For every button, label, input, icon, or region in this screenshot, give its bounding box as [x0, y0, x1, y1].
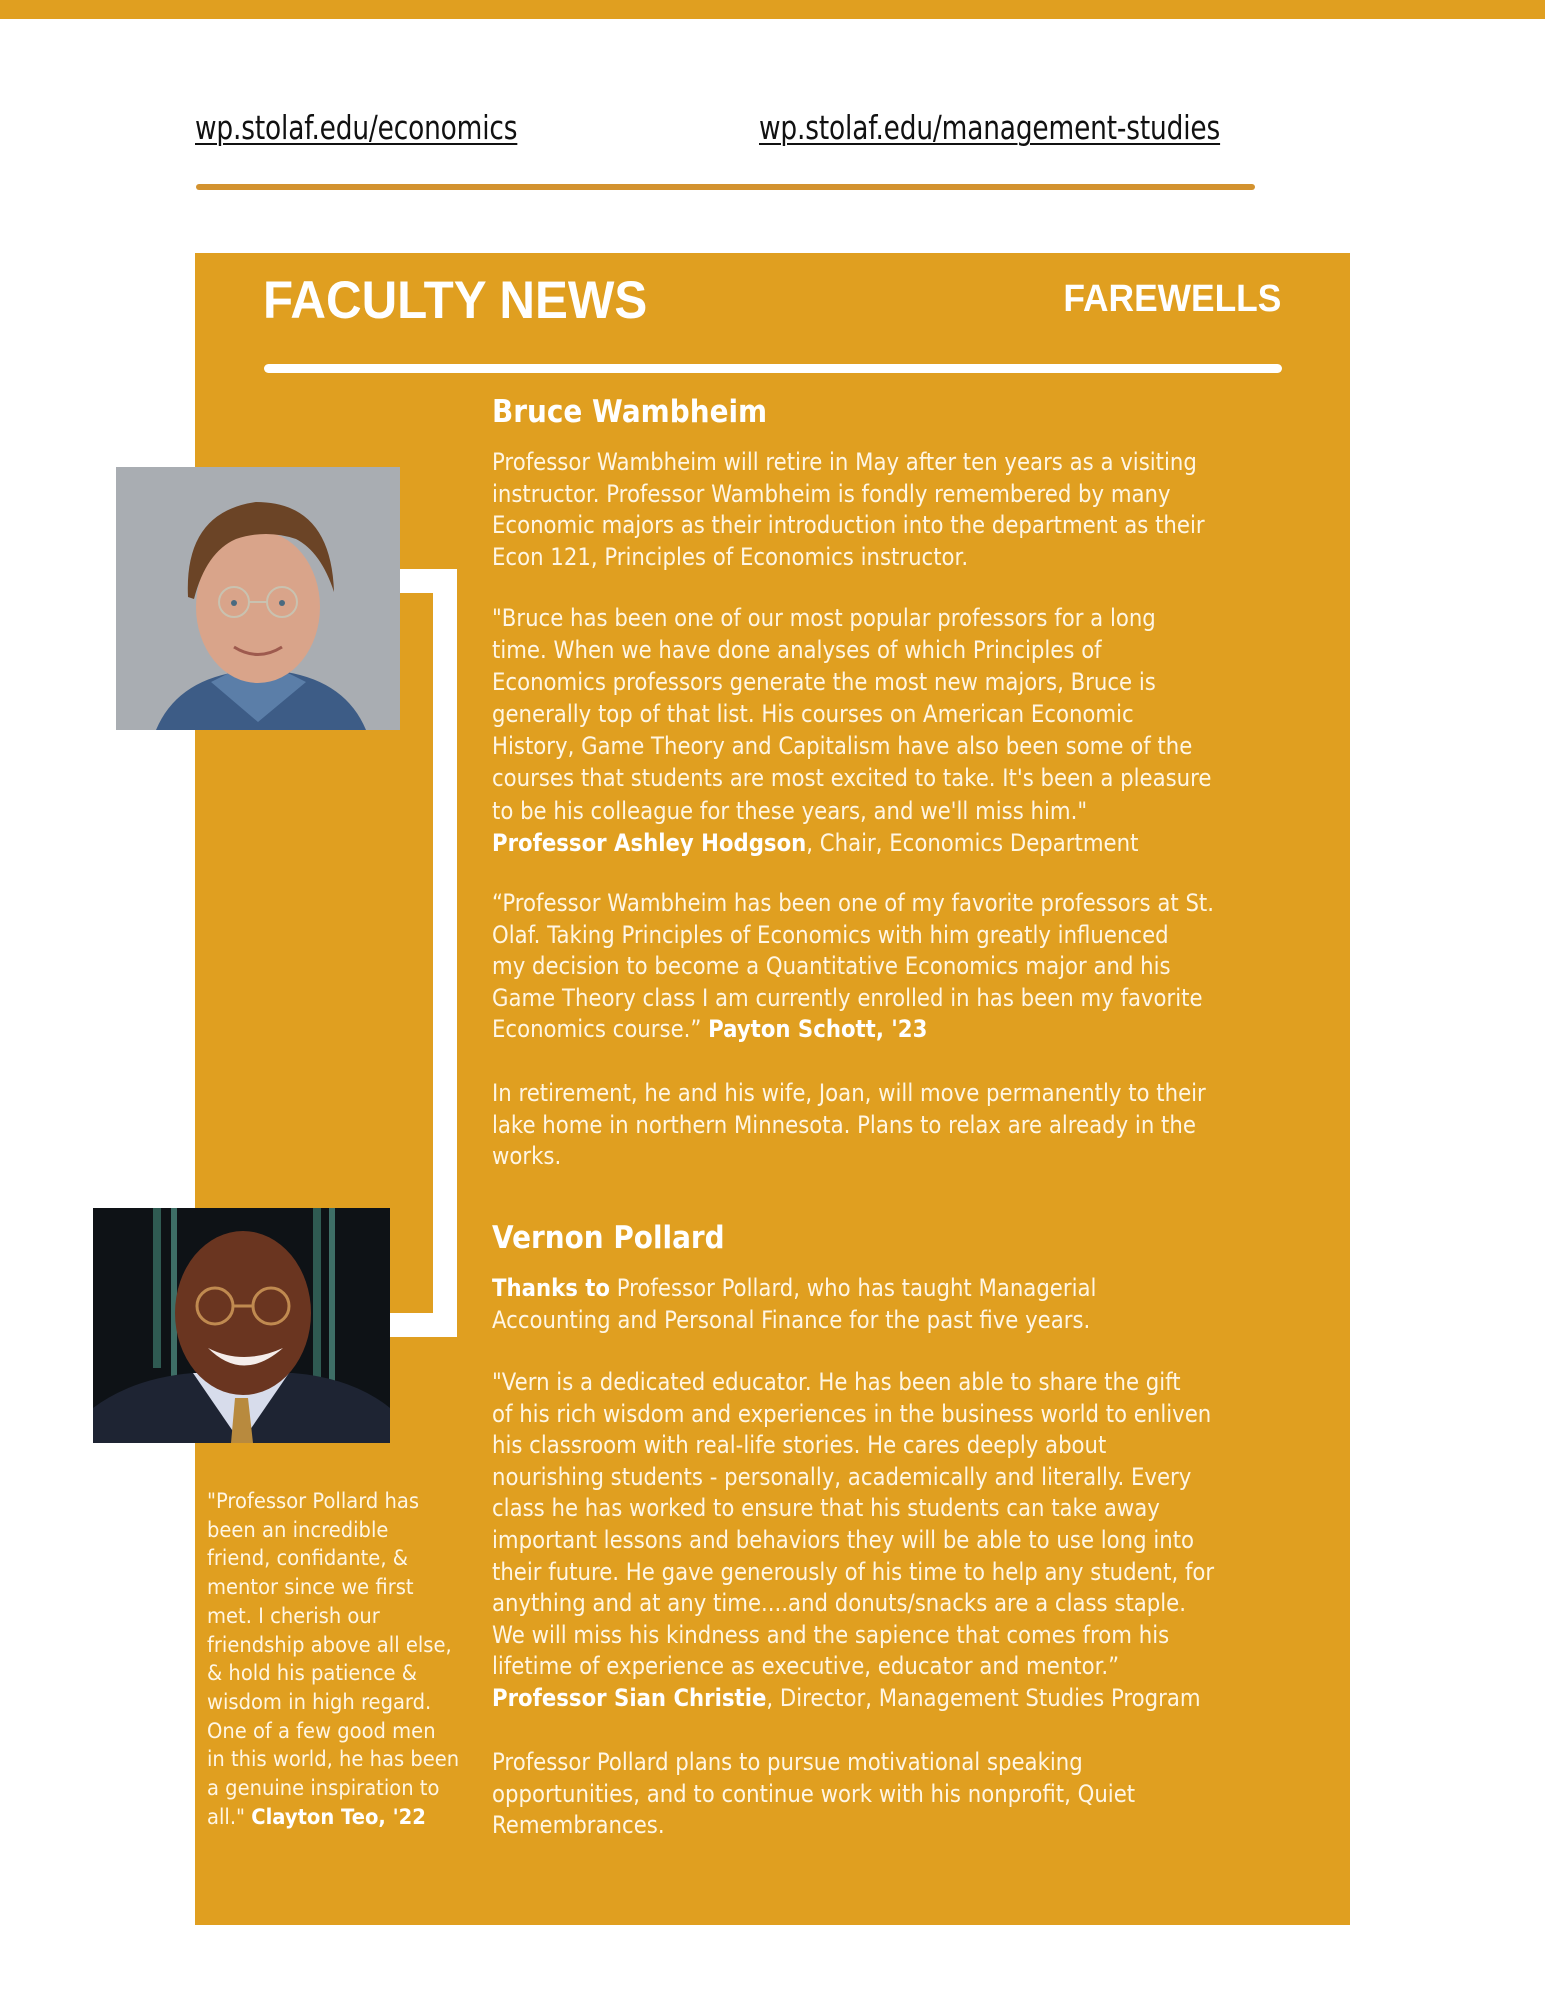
director-quote-paragraph: [492, 1367, 1214, 1715]
header-divider-rule: [196, 184, 1255, 190]
attribution-role: , Chair, Economics Department: [806, 828, 1139, 857]
bruce-intro-paragraph: [492, 447, 1205, 573]
text-line: [492, 1273, 1096, 1305]
text-line: Game Theory class I am currently enrolled in has been my favorite: [492, 983, 1203, 1012]
management-studies-website-link[interactable]: wp.stolaf.edu/management-studies: [759, 108, 1221, 147]
text-line: & hold his patience &: [207, 1661, 418, 1686]
profile-name-bruce-wambheim: Bruce Wambheim: [492, 394, 768, 430]
text-line: to be his colleague for these years, and we'll miss him.": [492, 796, 1088, 825]
bruce-retirement-paragraph: [492, 1078, 1206, 1173]
text-line: Remembrances.: [492, 1811, 665, 1840]
text-line: of his rich wisdom and experiences in the business world to enliven: [492, 1399, 1212, 1428]
text-line: Economic majors as their introduction into the department as their: [492, 511, 1205, 540]
section-subtitle: FAREWELLS: [1063, 278, 1281, 320]
portrait-photo-bruce-wambheim-icon: [116, 467, 400, 730]
vernon-intro-paragraph: [492, 1273, 1096, 1336]
text-line: Olaf. Taking Principles of Economics with him greatly influenced: [492, 920, 1169, 949]
text-line: in this world, he has been: [207, 1747, 460, 1772]
text-line: class he has worked to ensure that his students can take away: [492, 1494, 1160, 1523]
text-line: We will miss his kindness and the sapience that comes from his: [492, 1620, 1170, 1649]
text-line: a genuine inspiration to: [207, 1776, 440, 1801]
text-segment: Professor Pollard, who has taught Managerial: [609, 1274, 1097, 1302]
profile-name-vernon-pollard: Vernon Pollard: [492, 1220, 725, 1256]
text-line: their future. He gave generously of his time to help any student, for: [492, 1557, 1215, 1586]
text-line: nourishing students - personally, academically and literally. Every: [492, 1462, 1192, 1491]
economics-website-link[interactable]: wp.stolaf.edu/economics: [195, 108, 518, 147]
vernon-plans-paragraph: [492, 1747, 1135, 1842]
text-line: Economics professors generate the most new majors, Bruce is: [492, 668, 1156, 697]
text-line: time. When we have done analyses of which Principles of: [492, 636, 1102, 665]
text-line: Professor Wambheim will retire in May after ten years as a visiting: [492, 448, 1197, 476]
attribution-line: [492, 827, 1211, 859]
attribution-role: , Director, Management Studies Program: [766, 1683, 1201, 1712]
text-line: instructor. Professor Wambheim is fondly remembered by many: [492, 479, 1171, 508]
text-line: courses that students are most excited to take. It's been a pleasure: [492, 764, 1212, 793]
text-line: friend, confidante, &: [207, 1546, 408, 1571]
text-segment: Economics course.”: [492, 1015, 709, 1044]
text-line: "Vern is a dedicated educator. He has been able to share the gift: [492, 1368, 1181, 1396]
lead-bold-text: Thanks to: [492, 1274, 610, 1302]
text-line: opportunities, and to continue work with his nonprofit, Quiet: [492, 1779, 1136, 1808]
attribution-name: Payton Schott, '23: [708, 1015, 928, 1044]
title-divider: [264, 364, 1282, 373]
attribution-name: Clayton Teo, '22: [251, 1804, 426, 1829]
text-line: mentor since we first: [207, 1575, 414, 1600]
text-line: In retirement, he and his wife, Joan, will move permanently to their: [492, 1079, 1206, 1107]
bracket-connector-bottom: [390, 1313, 457, 1337]
text-line: wisdom in high regard.: [207, 1689, 432, 1714]
text-line: Professor Pollard plans to pursue motivational speaking: [492, 1748, 1083, 1776]
text-line: my decision to become a Quantitative Economics major and his: [492, 952, 1171, 981]
attribution-line: [492, 1683, 1214, 1715]
text-line: lake home in northern Minnesota. Plans to relax are already in the: [492, 1110, 1196, 1139]
text-line: important lessons and behaviors they will be able to use long into: [492, 1525, 1195, 1554]
text-line: "Professor Pollard has: [207, 1489, 420, 1513]
sidebar-pull-quote: [207, 1487, 459, 1831]
top-accent-bar: [0, 0, 1545, 19]
section-title: FACULTY NEWS: [263, 271, 648, 330]
chair-quote-paragraph: [492, 602, 1211, 859]
text-line: his classroom with real-life stories. He cares deeply about: [492, 1431, 1107, 1460]
text-line: "Bruce has been one of our most popular professors for a long: [492, 604, 1156, 632]
text-line: History, Game Theory and Capitalism have also been some of the: [492, 732, 1193, 761]
attribution-line: [207, 1803, 459, 1832]
text-line: generally top of that list. His courses on American Economic: [492, 700, 1134, 729]
bracket-connector-vertical: [433, 569, 457, 1337]
text-line: Econ 121, Principles of Economics instructor.: [492, 542, 969, 571]
text-line: friendship above all else,: [207, 1632, 452, 1657]
text-line: anything and at any time....and donuts/snacks are a class staple.: [492, 1589, 1186, 1618]
text-segment: all.": [207, 1804, 252, 1829]
text-line: been an incredible: [207, 1517, 389, 1542]
text-line: works.: [492, 1142, 562, 1171]
portrait-photo-vernon-pollard-icon: [93, 1208, 390, 1443]
text-line: “Professor Wambheim has been one of my favorite professors at St.: [492, 889, 1215, 917]
student-quote-paragraph: [492, 888, 1214, 1046]
attribution-line: [492, 1014, 1214, 1046]
person-portrait-icon: [93, 1208, 390, 1443]
text-line: Accounting and Personal Finance for the past five years.: [492, 1305, 1091, 1334]
person-portrait-icon: [116, 467, 400, 730]
text-line: One of a few good men: [207, 1718, 436, 1743]
attribution-name: Professor Ashley Hodgson: [492, 828, 807, 857]
text-line: met. I cherish our: [207, 1603, 380, 1628]
attribution-name: Professor Sian Christie: [492, 1683, 767, 1712]
text-line: lifetime of experience as executive, educator and mentor.”: [492, 1652, 1120, 1681]
